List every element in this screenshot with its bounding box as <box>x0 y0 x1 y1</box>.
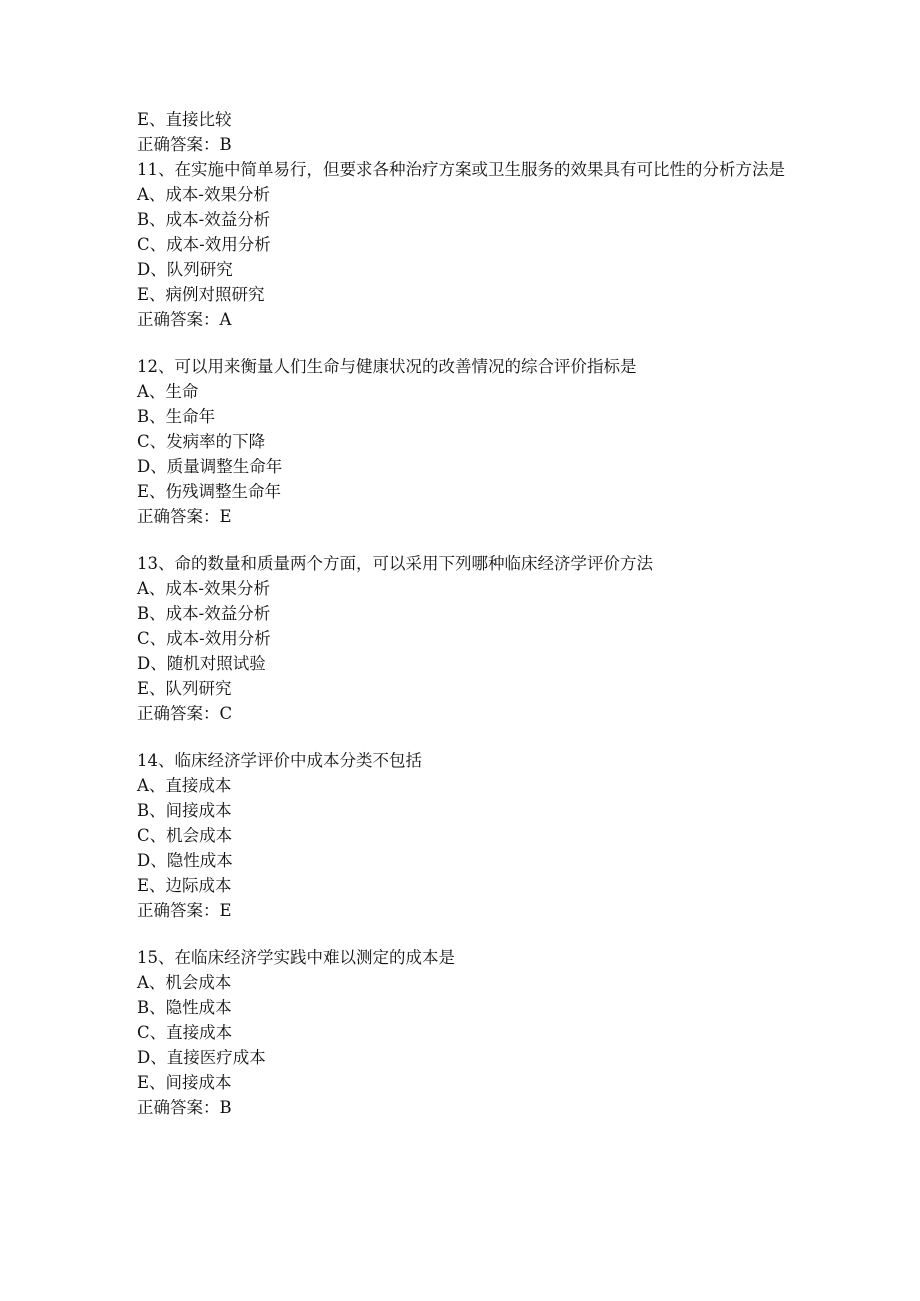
option-c: C、发病率的下降 <box>137 432 266 451</box>
question-stem: 15、在临床经济学实践中难以测定的成本是 <box>137 948 455 967</box>
option-e: E、病例对照研究 <box>137 285 265 304</box>
option-c: C、成本-效用分析 <box>137 235 271 254</box>
answer-line: 正确答案：E <box>137 901 232 920</box>
question-stem: 12、可以用来衡量人们生命与健康状况的改善情况的综合评价指标是 <box>137 357 637 376</box>
option-a: A、成本-效果分析 <box>137 185 270 204</box>
option-a: A、生命 <box>137 382 199 401</box>
question-stem: 14、临床经济学评价中成本分类不包括 <box>137 751 422 770</box>
option-b: B、间接成本 <box>137 801 232 820</box>
question-14 <box>137 748 797 923</box>
question-15 <box>137 945 797 1120</box>
option-b: B、生命年 <box>137 407 216 426</box>
previous-question-tail <box>137 107 797 157</box>
option-d: D、质量调整生命年 <box>137 457 283 476</box>
option-b: B、成本-效益分析 <box>137 210 271 229</box>
option-d: D、随机对照试验 <box>137 654 266 673</box>
question-11 <box>137 157 797 332</box>
answer-line: 正确答案：B <box>137 1098 232 1117</box>
option-e: E、边际成本 <box>137 876 232 895</box>
answer-line: 正确答案：A <box>137 310 232 329</box>
question-13 <box>137 551 797 726</box>
option-a: A、直接成本 <box>137 776 232 795</box>
question-stem: 13、命的数量和质量两个方面，可以采用下列哪种临床经济学评价方法 <box>137 554 653 573</box>
question-stem: 11、在实施中简单易行，但要求各种治疗方案或卫生服务的效果具有可比性的分析方法是 <box>137 160 785 179</box>
answer-line: 正确答案：E <box>137 507 232 526</box>
option-e: E、伤残调整生命年 <box>137 482 282 501</box>
option-d: D、直接医疗成本 <box>137 1048 266 1067</box>
option-d: D、隐性成本 <box>137 851 233 870</box>
option-e: E、队列研究 <box>137 679 232 698</box>
option-a: A、成本-效果分析 <box>137 579 270 598</box>
answer-line: 正确答案：C <box>137 704 233 723</box>
option-e: E、间接成本 <box>137 1073 232 1092</box>
question-12 <box>137 354 797 529</box>
option-d: D、队列研究 <box>137 260 233 279</box>
question-list <box>137 107 797 1120</box>
option-e: E、直接比较 <box>137 110 232 129</box>
option-c: C、直接成本 <box>137 1023 233 1042</box>
option-a: A、机会成本 <box>137 973 232 992</box>
option-b: B、成本-效益分析 <box>137 604 271 623</box>
option-b: B、隐性成本 <box>137 998 232 1017</box>
answer-line: 正确答案：B <box>137 135 232 154</box>
option-c: C、机会成本 <box>137 826 233 845</box>
option-c: C、成本-效用分析 <box>137 629 271 648</box>
